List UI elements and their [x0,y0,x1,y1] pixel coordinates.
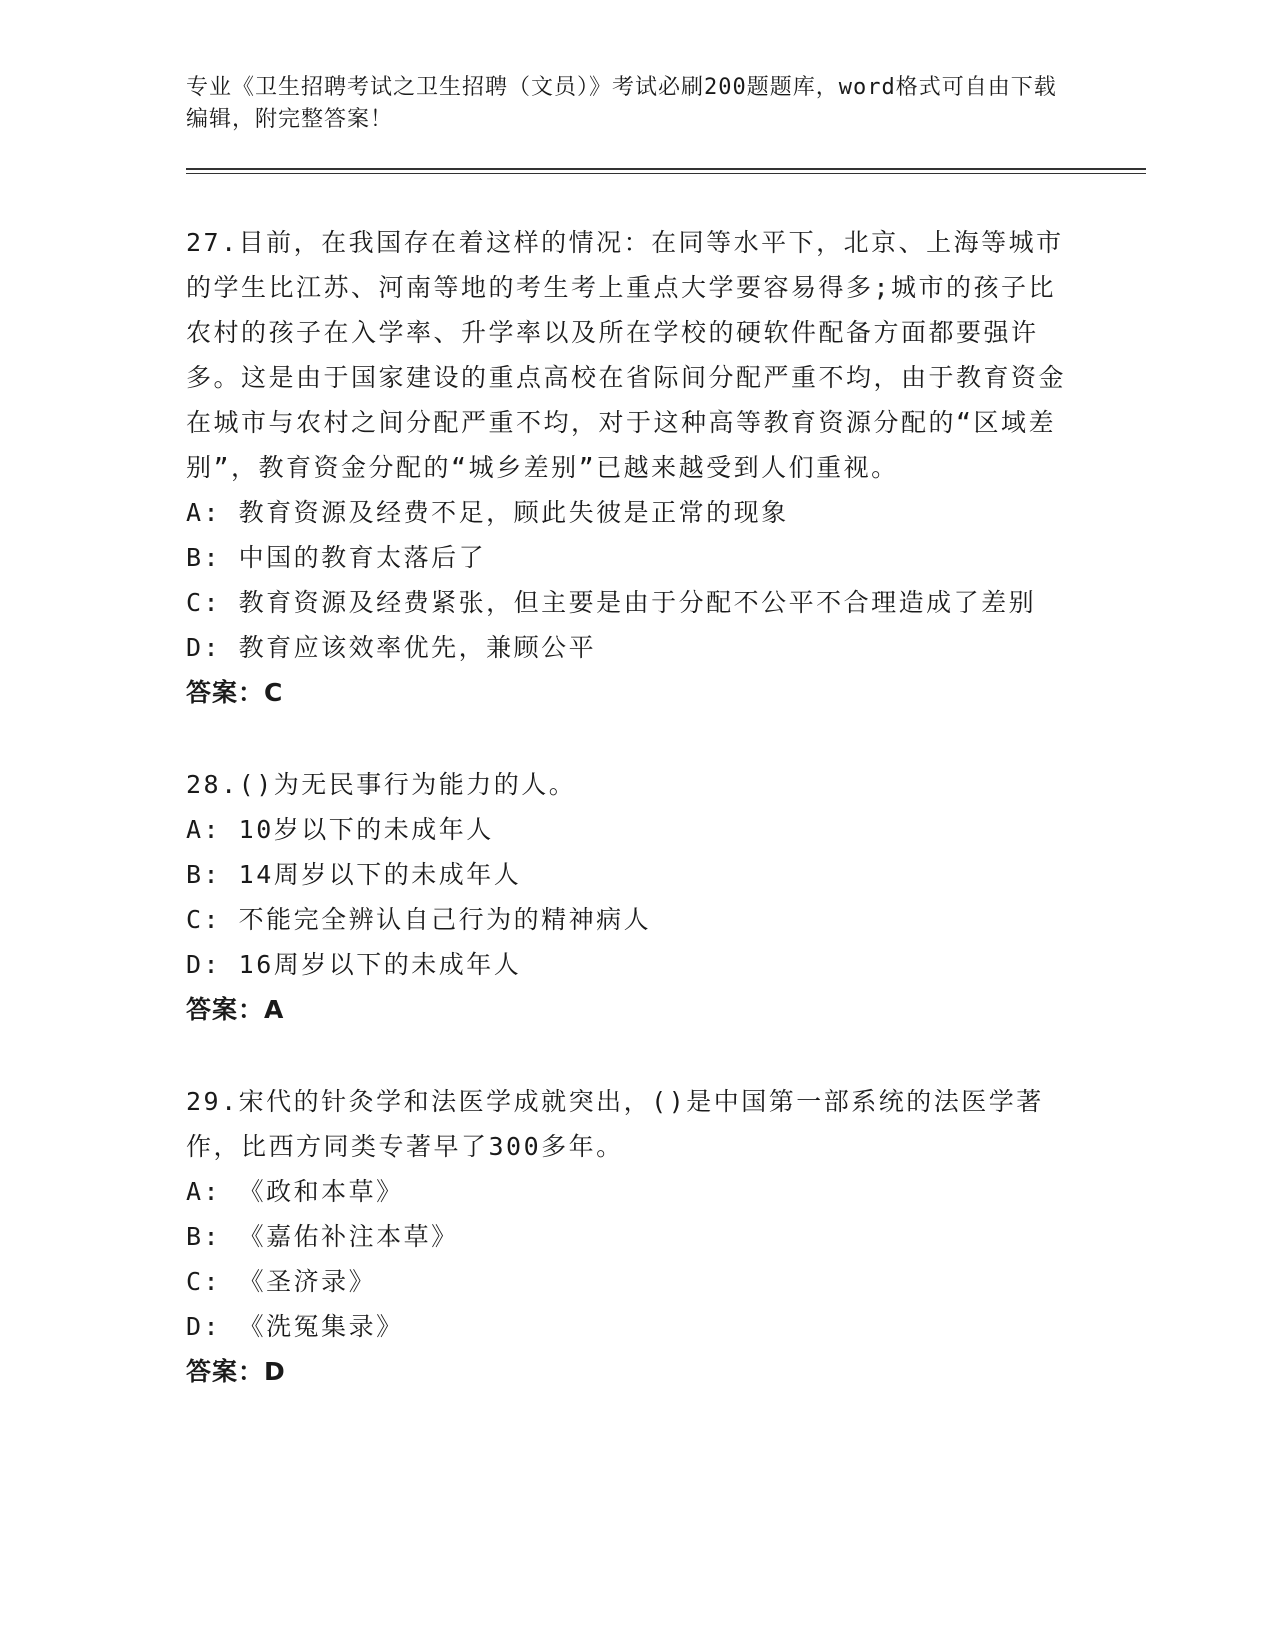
option-b: B: 中国的教育太落后了 [186,543,487,572]
document-header: 专业《卫生招聘考试之卫生招聘（文员）》考试必刷200题题库，word格式可自由下载编辑，附完整答案！ [186,75,1057,132]
header-divider [186,168,1146,174]
option-a: A: 10岁以下的未成年人 [186,815,494,844]
option-c: C: 不能完全辨认自己行为的精神病人 [186,905,652,934]
option-d: D: 16周岁以下的未成年人 [186,950,522,979]
option-a: A: 教育资源及经费不足，顾此失彼是正常的现象 [186,498,789,527]
answer-line: 答案：D [186,1357,286,1386]
answer-line: 答案：C [186,678,284,707]
document-page [186,72,1146,1441]
question-stem: 29.宋代的针灸学和法医学成就突出，()是中国第一部系统的法医学著作，比西方同类专著早了300多年。 [186,1087,1044,1161]
question-27 [186,220,1146,715]
question-stem: 27.目前，在我国存在着这样的情况：在同等水平下，北京、上海等城市的学生比江苏、河南等地的考生考上重点大学要容易得多;城市的孩子比农村的孩子在入学率、升学率以及所在学校的硬软件配备方面都要强许多。这是由于国家建设的重点高校在省际间分配严重不均，由于教育资金在城市与农村之间分配严重不均，对于这种高等教育资源分配的“区域差别”，教育资金分配的“城乡差别”已越来越受到人们重视。 [186,228,1067,482]
question-29 [186,1079,1146,1394]
option-c: C: 教育资源及经费紧张，但主要是由于分配不公平不合理造成了差别 [186,588,1037,617]
question-28 [186,762,1146,1032]
option-b: B: 14周岁以下的未成年人 [186,860,522,889]
option-a: A: 《政和本草》 [186,1177,404,1206]
option-d: D: 《洗冤集录》 [186,1312,404,1341]
option-d: D: 教育应该效率优先，兼顾公平 [186,633,597,662]
answer-line: 答案：A [186,995,285,1024]
question-stem: 28.()为无民事行为能力的人。 [186,770,577,799]
question-list [186,220,1146,1394]
option-b: B: 《嘉佑补注本草》 [186,1222,459,1251]
option-c: C: 《圣济录》 [186,1267,377,1296]
